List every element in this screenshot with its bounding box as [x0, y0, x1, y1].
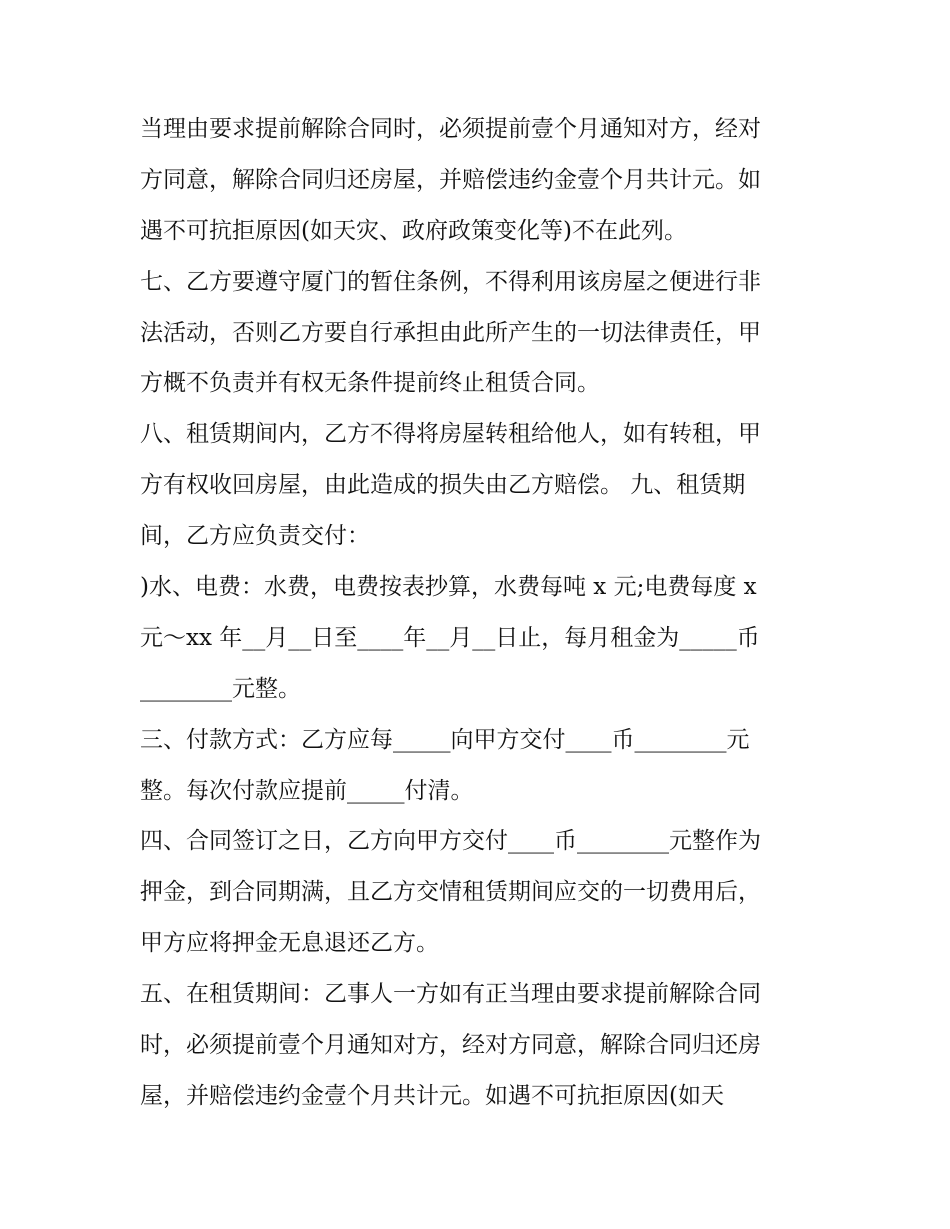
text-line: 三、付款方式：乙方应每_____向甲方交付____币________元	[140, 726, 750, 753]
text-line: 方有权收回房屋，由此造成的损失由乙方赔偿。 九、租赁期	[140, 472, 746, 499]
document-body	[140, 104, 820, 1122]
text-line: 屋，并赔偿违约金壹个月共计元。如遇不可抗拒原因(如天	[140, 1082, 724, 1109]
text-line: 七、乙方要遵守厦门的暂住条例，不得利用该房屋之便进行非	[140, 268, 761, 295]
text-line: 时，必须提前壹个月通知对方，经对方同意，解除合同归还房	[140, 1032, 761, 1059]
text-line: 整。每次付款应提前_____付清。	[140, 777, 474, 804]
text-line: 遇不可抗拒原因(如天灾、政府政策变化等)不在此列。	[140, 217, 687, 244]
text-line: 甲方应将押金无息退还乙方。	[140, 930, 439, 957]
text-line: 法活动，否则乙方要自行承担由此所产生的一切法律责任，甲	[140, 319, 761, 346]
text-line: 押金，到合同期满，且乙方交情租赁期间应交的一切费用后，	[140, 879, 761, 906]
text-line: 当理由要求提前解除合同时，必须提前壹个月通知对方，经对	[140, 116, 761, 142]
text-line: 间，乙方应负责交付：	[140, 523, 370, 550]
text-line: 方同意，解除合同归还房屋，并赔偿违约金壹个月共计元。如	[140, 166, 761, 193]
text-line: 方概不负责并有权无条件提前终止租赁合同。	[140, 370, 600, 397]
text-line: )水、电费：水费，电费按表抄算，水费每吨 x 元;电费每度 x	[140, 574, 757, 601]
text-line: 元～xx 年__月__日至____年__月__日止，每月租金为_____币	[140, 624, 760, 651]
text-line: 八、租赁期间内，乙方不得将房屋转租给他人，如有转租，甲	[140, 421, 761, 448]
text-line: 四、合同签订之日，乙方向甲方交付____币________元整作为	[140, 828, 761, 855]
text-line: 五、在租赁期间：乙事人一方如有正当理由要求提前解除合同	[140, 981, 761, 1008]
text-line: ________元整。	[140, 675, 301, 702]
